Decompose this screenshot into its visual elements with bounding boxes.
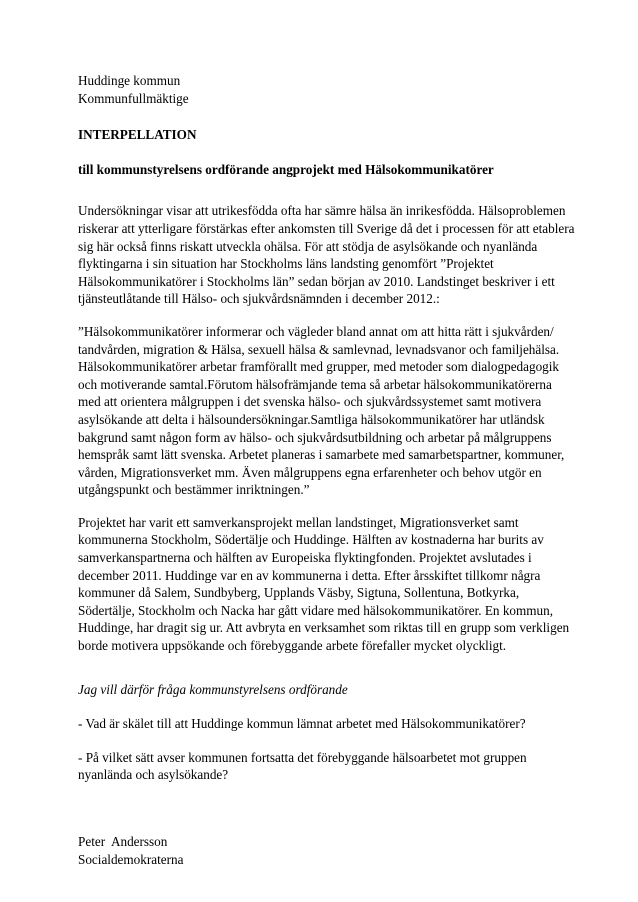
interpellation-document <box>78 72 575 868</box>
organization-header <box>78 72 568 107</box>
text-line: ”Hälsokommunikatörer informerar och vägleder bland annat om att hitta rätt i sjukvården/ <box>78 323 554 339</box>
text-line: Undersökningar visar att utrikesfödda ofta har sämre hälsa än inrikesfödda. Hälsoproblemen <box>78 203 566 219</box>
signatory-name: Peter Andersson <box>78 834 168 849</box>
paragraph-background <box>78 202 575 308</box>
text-line: nyanlända och asylsökande? <box>78 767 229 783</box>
text-line: Hälsokommunikatörer i Stockholms län” sedan början av 2010. Landstinget beskriver i ett <box>78 273 555 289</box>
paragraph-project <box>78 514 568 655</box>
text-line: riskerar att ytterligare förstärkas efter ankomsten till Sverige då det i processen för att etablera <box>78 220 575 236</box>
question-2 <box>78 749 568 784</box>
text-line: Projektet har varit ett samverkansprojekt mellan landstinget, Migrationsverket samt <box>78 514 519 530</box>
text-line: och motiverande samtal.Förutom hälsofrämjande tema så arbetar hälsokommunikatörerna <box>78 376 552 392</box>
document-title: INTERPELLATION <box>78 127 197 143</box>
text-line: vården, Migrationsverket mm. Även målgruppens egna erfarenheter och behov utgör en <box>78 464 542 480</box>
text-line: - På vilket sätt avser kommunen fortsatta det förebyggande hälsoarbetet mot gruppen <box>78 749 527 765</box>
text-line: sig här också finns riskatt utveckla ohälsa. För att stödja de asylsökande och nyanlända <box>78 238 538 254</box>
text-line: kommunerna Stockholm, Södertälje och Huddinge. Hälften av kostnaderna har burits av <box>78 532 544 548</box>
text-line: samverkanspartnerna och hälften av Europeiska flyktingfonden. Projektet avslutades i <box>78 550 532 566</box>
text-line: borde motivera uppsökande och förebyggande arbete förefaller mycket olyckligt. <box>78 638 507 654</box>
municipality-name: Huddinge kommun <box>78 73 181 88</box>
text-line: december 2011. Huddinge var en av kommunerna i detta. Efter årsskiftet tillkomr några <box>78 567 541 583</box>
signature-block <box>78 833 568 868</box>
text-line: kommuner då Salem, Sundbyberg, Upplands Väsby, Sigtuna, Sollentuna, Botkyrka, <box>78 585 520 601</box>
question-1 <box>78 715 568 733</box>
text-line: med att orientera målgruppen i det svenska hälso- och sjukvårdssystemet samt motivera <box>78 394 542 410</box>
text-line: tandvården, migration & Hälsa, sexuell hälsa & samlevnad, levnadsvanor och familjehälsa. <box>78 341 560 357</box>
text-line: asylsökande att delta i hälsoundersökningar.Samtliga hälsokommunikatörer har utländsk <box>78 411 545 427</box>
text-line: Hälsokommunikatörer arbetar framförallt med grupper, med metoder som dialogpedagogik <box>78 359 560 375</box>
text-line: Huddinge, har dragit sig ur. Att avbryta en verksamhet som riktas till en grupp som verkligen <box>78 620 570 636</box>
text-line: bakgrund samt någon form av hälso- och sjukvårdsutbildning och arbetar på målgruppens <box>78 429 552 445</box>
question-intro: Jag vill därför fråga kommunstyrelsens ordförande <box>78 681 348 697</box>
council-name: Kommunfullmäktige <box>78 90 189 106</box>
signatory-party: Socialdemokraterna <box>78 851 184 867</box>
text-line: - Vad är skälet till att Huddinge kommun lämnat arbetet med Hälsokommunikatörer? <box>78 716 526 732</box>
text-line: flyktingarna i sin situation har Stockholms läns landsting genomfört ”Projektet <box>78 256 494 272</box>
text-line: hemspråk samt lätt svenska. Arbetet planeras i samarbete med samarbetspartner, kommuner, <box>78 447 565 463</box>
paragraph-quote <box>78 323 568 499</box>
document-subtitle: till kommunstyrelsens ordförande angprojekt med Hälsokommunikatörer <box>78 161 494 177</box>
text-line: tjänsteutlåtande till Hälso- och sjukvårdsnämnden i december 2012.: <box>78 291 440 307</box>
text-line: Södertälje, Stockholm och Nacka har gått vidare med hälsokommunikatörer. En kommun, <box>78 602 554 618</box>
text-line: utgångspunkt och bestämmer inriktningen.” <box>78 482 310 498</box>
